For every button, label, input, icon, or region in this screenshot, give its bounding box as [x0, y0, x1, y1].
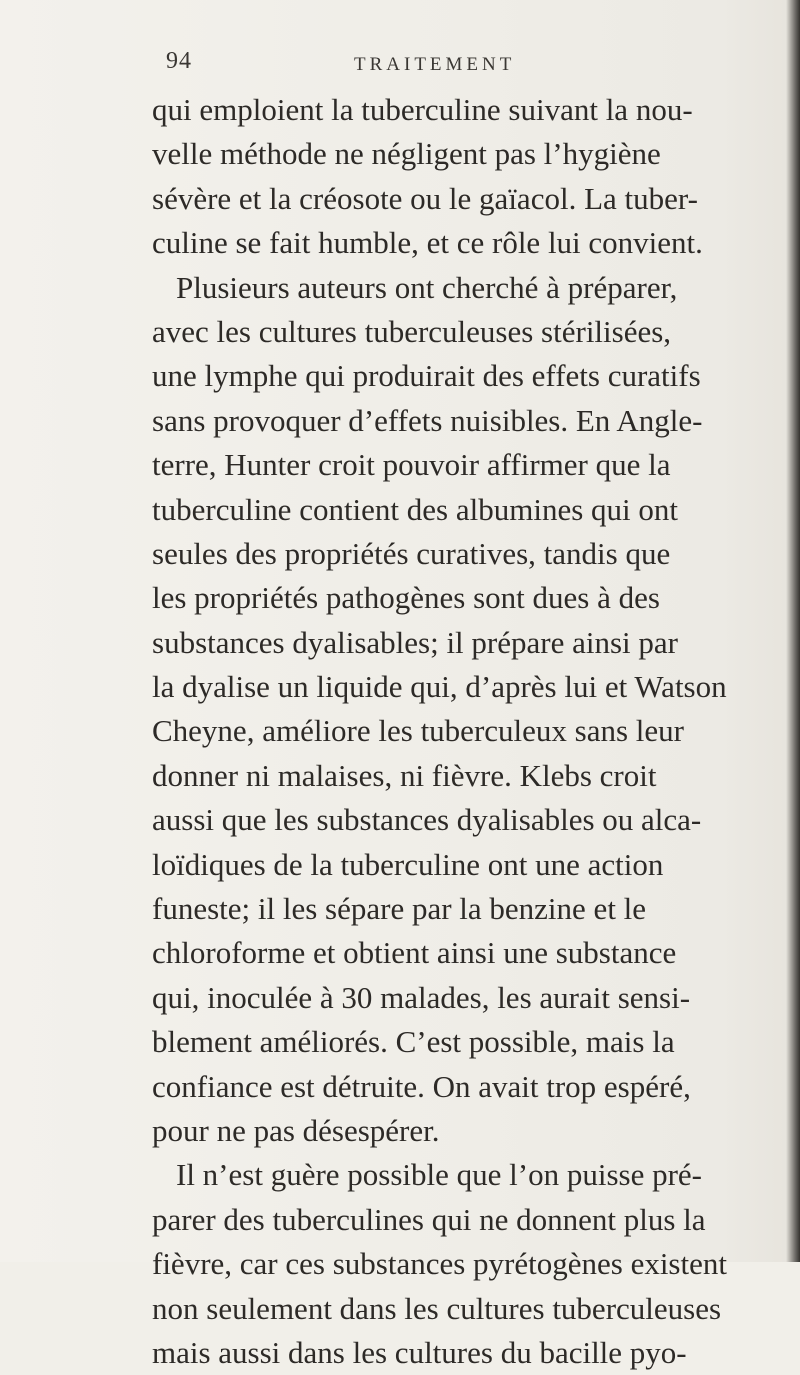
text-line: velle méthode ne négligent pas l’hygiène: [152, 136, 661, 172]
text-line: fièvre, car ces substances pyrétogènes existent: [152, 1246, 727, 1282]
text-line: confiance est détruite. On avait trop espéré,: [152, 1068, 691, 1104]
text-line: tuberculine contient des albumines qui ont: [152, 491, 679, 527]
page-header: [166, 48, 686, 88]
text-line: une lymphe qui produirait des effets curatifs: [152, 358, 701, 394]
text-line: substances dyalisables; il prépare ainsi par: [152, 624, 678, 660]
text-line: la dyalise un liquide qui, d’après lui et Watson: [152, 669, 727, 705]
text-line: blement améliorés. C’est possible, mais la: [152, 1024, 675, 1060]
text-line: les propriétés pathogènes sont dues à des: [152, 580, 660, 616]
page-number: 94: [166, 48, 192, 74]
text-line: sévère et la créosote ou le gaïacol. La tuber-: [152, 180, 698, 216]
text-line: avec les cultures tuberculeuses stérilisées,: [152, 313, 672, 349]
text-line-paragraph-start: Il n’est guère possible que l’on puisse pré-: [176, 1157, 703, 1193]
text-line: non seulement dans les cultures tuberculeuses: [152, 1290, 722, 1326]
text-line: sans provoquer d’effets nuisibles. En Angle-: [152, 402, 703, 438]
text-line: qui emploient la tuberculine suivant la nou-: [152, 92, 693, 127]
text-line: seules des propriétés curatives, tandis que: [152, 535, 671, 571]
body-text: [152, 88, 727, 1375]
text-line: chloroforme et obtient ainsi une substance: [152, 935, 677, 971]
text-line: mais aussi dans les cultures du bacille pyo-: [152, 1334, 687, 1370]
text-line-paragraph-start: Plusieurs auteurs ont cherché à préparer,: [176, 269, 678, 305]
text-line: qui, inoculée à 30 malades, les aurait sensi-: [152, 979, 691, 1015]
text-line: Cheyne, améliore les tuberculeux sans leur: [152, 713, 684, 749]
text-line: donner ni malaises, ni fièvre. Klebs croit: [152, 757, 657, 793]
text-line-paragraph-end: pour ne pas désespérer.: [152, 1112, 440, 1148]
running-title: TRAITEMENT: [354, 54, 516, 75]
text-line: funeste; il les sépare par la benzine et le: [152, 891, 647, 927]
text-line: terre, Hunter croit pouvoir affirmer que la: [152, 447, 671, 483]
text-line: parer des tuberculines qui ne donnent plus la: [152, 1201, 706, 1237]
text-line: aussi que les substances dyalisables ou alca-: [152, 802, 702, 838]
page-edge-shadow: [786, 0, 800, 1262]
text-line: culine se fait humble, et ce rôle lui convient.: [152, 225, 703, 261]
text-line: loïdiques de la tuberculine ont une action: [152, 846, 664, 882]
